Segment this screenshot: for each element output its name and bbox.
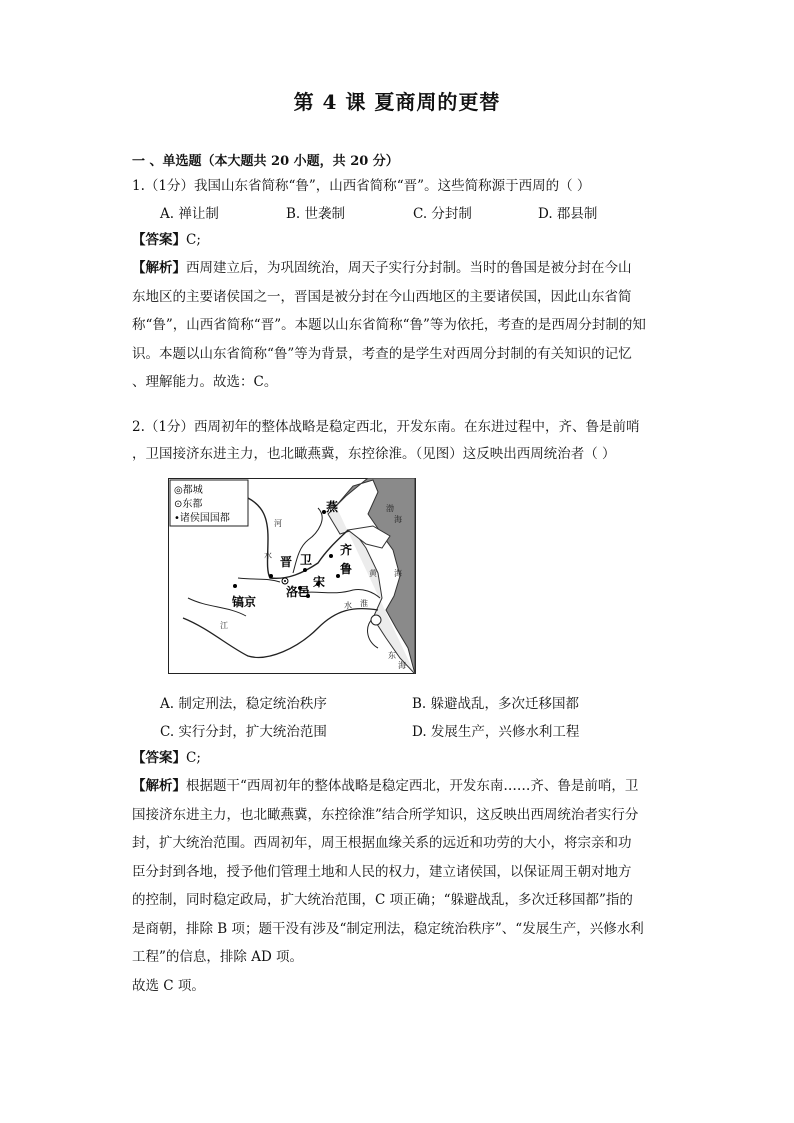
analysis-tag: 【解析】 [132, 260, 186, 276]
q1-option-a: A. 禅让制 [160, 206, 219, 222]
q1-answer [132, 230, 201, 250]
legend-vassal-capital: •诸侯国国都 [174, 513, 230, 524]
label-he-2: 水 [264, 551, 272, 560]
label-huanghai-1: 黄 [369, 569, 377, 578]
section-heading: 一 、单选题（本大题共 20 小题，共 20 分） [132, 154, 399, 169]
label-yan: 燕 [326, 500, 339, 514]
q1-option-b: B. 世袭制 [286, 206, 346, 222]
label-huanghai-2: 海 [394, 569, 402, 578]
answer-tag: 【答案】 [132, 232, 186, 248]
question-1-stem: 1.（1分）我国山东省简称“鲁”，山西省简称“晋”。这些简称源于西周的（ ） [132, 178, 591, 194]
analysis-line: 称“鲁”，山西省简称“晋”。本题以山东省简称“鲁”等为依托，考查的是西周分封制的知 [132, 317, 646, 333]
label-lu: 鲁 [340, 562, 353, 576]
page-title: 第 4 课 夏商周的更替 [293, 90, 501, 114]
analysis-line: 故选 C 项。 [132, 977, 205, 994]
stem-line: 2.（1分）西周初年的整体战略是稳定西北，开发东南。在东进过程中，齐、鲁是前哨 [132, 419, 640, 435]
analysis-line: 【解析】根据题干“西周初年的整体战略是稳定西北，开发东南……齐、鲁是前哨，卫 [132, 778, 639, 794]
label-jiang: 江 [220, 621, 228, 630]
legend-eastern-capital: ⊙东都 [174, 499, 203, 510]
label-he-1: 河 [274, 519, 282, 528]
label-donghai-1: 东 [388, 651, 396, 660]
analysis-line: 、理解能力。故选：C。 [132, 374, 278, 390]
q2-answer [132, 748, 201, 768]
answer-tag: 【答案】 [132, 750, 186, 766]
answer-value: C; [186, 750, 201, 766]
q2-option-c: C. 实行分封，扩大统治范围 [160, 724, 327, 740]
label-song: 宋 [313, 575, 326, 589]
analysis-line: 臣分封到各地，授予他们管理土地和人民的权力，建立诸侯国，以保证周王朝对地方 [132, 863, 632, 880]
q2-option-b: B. 躲避战乱，多次迁移国都 [412, 696, 580, 712]
q1-analysis [132, 254, 672, 397]
stem-line: ，卫国接济东进主力，也北瞰燕冀，东控徐淮。（见图）这反映出西周统治者（ ） [132, 446, 616, 462]
q2-option-a: A. 制定刑法，稳定统治秩序 [160, 696, 327, 712]
analysis-line: 国接济东进主力，也北瞰燕冀，东控徐淮”结合所学知识，这反映出西周统治者实行分 [132, 806, 639, 823]
label-huai-2: 淮 [360, 599, 368, 608]
label-qi: 齐 [340, 543, 353, 557]
analysis-line: 的控制，同时稳定政局，扩大统治范围，C 项正确；“躲避战乱，多次迁移国都”指的 [132, 892, 633, 908]
analysis-line: 识。本题以山东省简称“鲁”等为背景，考查的是学生对西周分封制的有关知识的记忆 [132, 345, 632, 362]
label-bohai-2: 海 [394, 515, 402, 524]
analysis-line: 东地区的主要诸侯国之一，晋国是被分封在今山西地区的主要诸侯国，因此山东省简 [132, 288, 632, 305]
label-bohai-1: 渤 [386, 504, 394, 513]
label-jin: 晋 [280, 555, 293, 569]
analysis-line: 封，扩大统治范围。西周初年，周王根据血缘关系的远近和功劳的大小，将宗亲和功 [132, 835, 632, 851]
analysis-tag: 【解析】 [132, 778, 186, 794]
answer-value: C; [186, 232, 201, 248]
western-zhou-map [168, 478, 416, 674]
label-huai-1: 水 [344, 601, 352, 610]
label-donghai-2: 海 [398, 661, 406, 670]
label-haojing: 镐京 [232, 595, 257, 609]
label-wei: 卫 [300, 553, 313, 567]
analysis-line: 工程”的信息，排除 AD 项。 [132, 949, 304, 965]
question-2-stem [132, 414, 672, 468]
analysis-line: 是商朝，排除 B 项；题干没有涉及“制定刑法，稳定统治秩序”、“发展生产，兴修水利 [132, 920, 644, 937]
label-luoyi: 洛邑 [286, 585, 311, 599]
q2-option-d: D. 发展生产，兴修水利工程 [412, 724, 580, 740]
legend-capital: ◎都城 [174, 485, 203, 496]
analysis-line: 【解析】西周建立后，为巩固统治，周天子实行分封制。当时的鲁国是被分封在今山 [132, 260, 632, 276]
q1-option-c: C. 分封制 [413, 206, 472, 222]
q1-option-d: D. 郡县制 [538, 206, 598, 222]
q2-analysis [132, 772, 672, 1000]
